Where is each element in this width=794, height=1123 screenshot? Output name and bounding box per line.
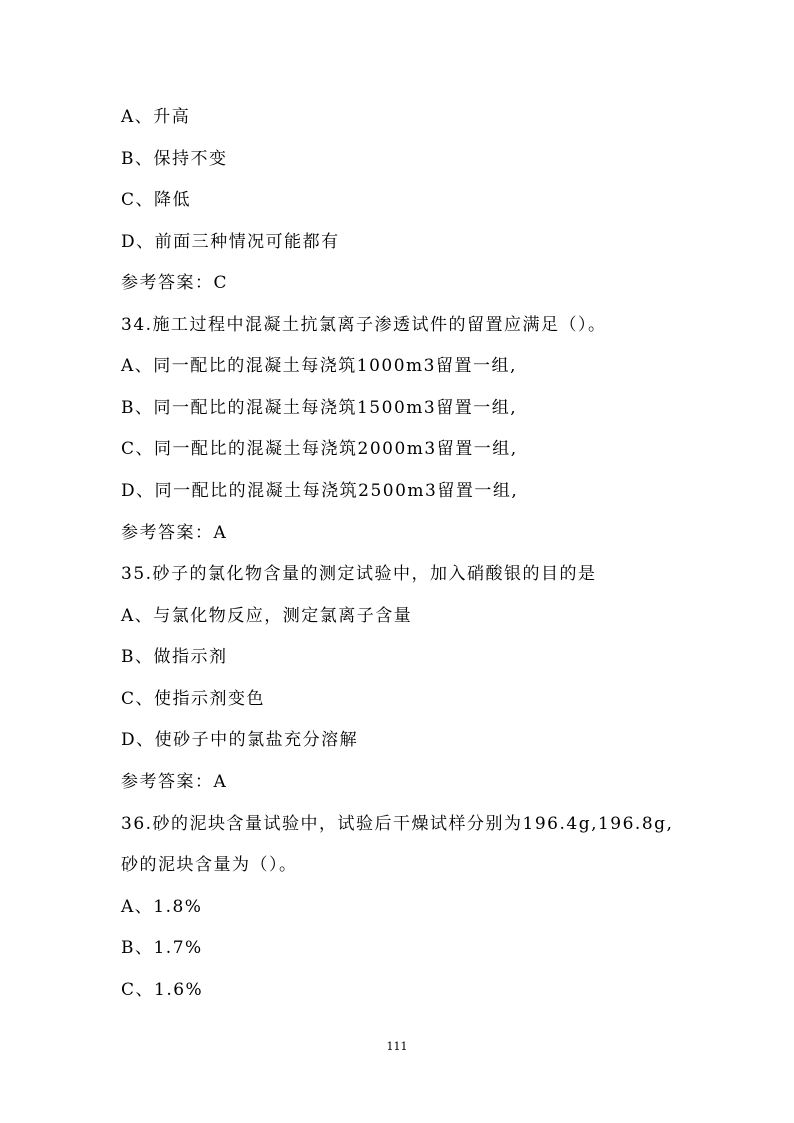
- q33-option-b: B、保持不变: [121, 149, 228, 169]
- q33-option-d: D、前面三种情况可能都有: [121, 232, 340, 252]
- q36-option-c: C、1.6%: [121, 980, 204, 1000]
- q35-option-b: B、做指示剂: [121, 647, 228, 667]
- q35-answer: 参考答案：A: [121, 772, 228, 792]
- q33-option-a: A、升高: [121, 107, 191, 127]
- q34-option-b: B、同一配比的混凝土每浇筑1500m3留置一组,: [121, 398, 518, 418]
- q36-option-b: B、1.7%: [121, 938, 203, 958]
- q33-answer: 参考答案：C: [121, 273, 229, 293]
- q35-option-d: D、使砂子中的氯盐充分溶解: [121, 730, 359, 750]
- q34-option-c: C、同一配比的混凝土每浇筑2000m3留置一组,: [121, 439, 518, 459]
- q34-question: 34.施工过程中混凝土抗氯离子渗透试件的留置应满足（）。: [121, 315, 607, 335]
- q34-answer: 参考答案：A: [121, 523, 228, 543]
- q35-option-a: A、与氯化物反应，测定氯离子含量: [121, 606, 413, 626]
- q33-option-c: C、降低: [121, 190, 192, 210]
- q35-question: 35.砂子的氯化物含量的测定试验中，加入硝酸银的目的是: [121, 564, 597, 584]
- q34-option-a: A、同一配比的混凝土每浇筑1000m3留置一组,: [121, 356, 517, 376]
- q34-option-d: D、同一配比的混凝土每浇筑2500m3留置一组,: [121, 481, 519, 501]
- page-number: 111: [386, 1040, 408, 1053]
- q36-question-line-1: 36.砂的泥块含量试验中，试验后干燥试样分别为196.4g,196.8g,: [121, 814, 674, 834]
- q35-option-c: C、使指示剂变色: [121, 689, 266, 709]
- q36-question-line-2: 砂的泥块含量为（）。: [121, 855, 298, 875]
- q36-option-a: A、1.8%: [121, 897, 203, 917]
